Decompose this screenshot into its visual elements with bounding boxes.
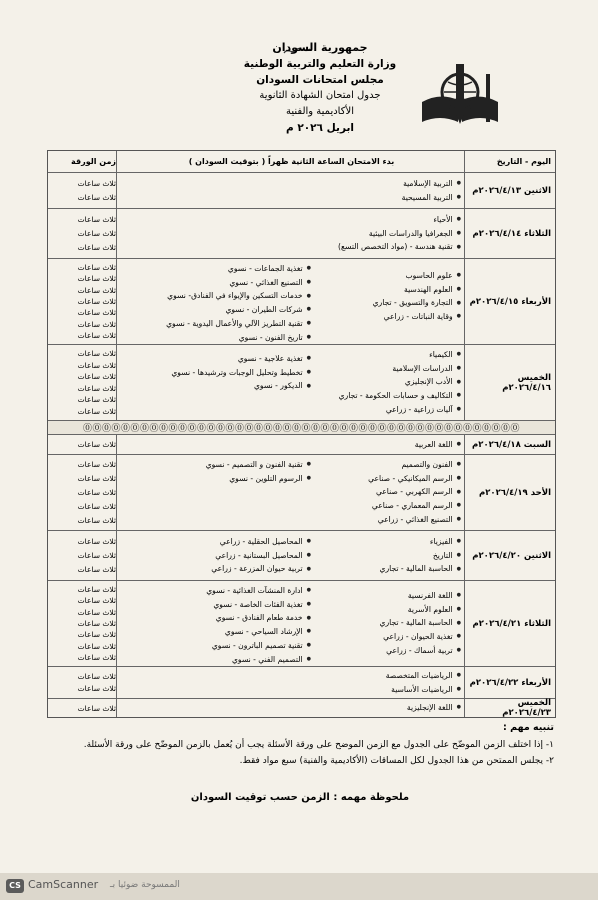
list-item: ● الأدب الإنجليزي bbox=[339, 375, 461, 389]
list-item: ● الرياضيات المتخصصة bbox=[386, 669, 461, 683]
duration-list: ثلاث ساعات ثلاث ساعات ثلاث ساعات ثلاث ساعات ثلاث ساعات ثلاث ساعات ثلاث ساعات bbox=[77, 585, 116, 662]
subject-list bbox=[166, 262, 311, 344]
row-day: الخميس ٢٠٢٦/٤/١٦م bbox=[502, 372, 551, 393]
list-item: ● التصميم الفني - نسوي bbox=[206, 653, 311, 667]
list-item: ● تغذية الحيوان - زراعي bbox=[380, 630, 461, 644]
list-item: ● آليات زراعية - زراعي bbox=[339, 403, 461, 417]
list-item: ● الرسم الميكانيكي - صناعي bbox=[368, 472, 461, 486]
duration-list: ثلاث ساعات bbox=[77, 703, 116, 713]
row-day: الخميس ٢٠٢٦/٤/٢٣م bbox=[502, 698, 551, 718]
list-item: ● تغذية علاجية - نسوي bbox=[171, 352, 311, 366]
list-item: ● الدراسات الإسلامية bbox=[339, 362, 461, 376]
subject-list bbox=[402, 177, 461, 204]
subject-list bbox=[339, 348, 461, 417]
list-item: ● شركات الطيران - نسوي bbox=[166, 303, 311, 317]
list-item: ● الحاسبة المالية - تجاري bbox=[380, 562, 461, 576]
row-separator: ⓪⓪⓪⓪⓪⓪⓪⓪⓪⓪⓪⓪⓪⓪⓪⓪⓪⓪⓪⓪⓪⓪⓪⓪⓪⓪⓪⓪⓪⓪⓪⓪⓪⓪⓪⓪⓪⓪⓪⓪⓪⓪⓪⓪⓪⓪ bbox=[48, 421, 555, 435]
list-item: ● التصنيع الغذائي - نسوي bbox=[166, 276, 311, 290]
list-item: ● التربية الإسلامية bbox=[402, 177, 461, 191]
list-item: ● التكاليف و حسابات الحكومة - تجاري bbox=[339, 389, 461, 403]
list-item: ● الحاسبة المالية - تجاري bbox=[380, 616, 461, 630]
list-item: ● المحاصيل الحقلية - زراعي bbox=[211, 535, 311, 549]
list-item: ● التربية المسيحية bbox=[402, 191, 461, 205]
duration-list: ثلاث ساعات ثلاث ساعات ثلاث ساعات ثلاث ساعات ثلاث ساعات bbox=[77, 460, 116, 525]
duration-list: ثلاث ساعات ثلاث ساعات ثلاث ساعات bbox=[77, 536, 116, 575]
table-row bbox=[48, 209, 555, 259]
list-item: ● تربية أسماك - زراعي bbox=[380, 644, 461, 658]
row-day: الثلاثاء ٢٠٢٦/٤/٢١م bbox=[472, 618, 551, 629]
list-item: ● تقنية التطريز الآلي والأعمال اليدوية - نسوي bbox=[166, 317, 311, 331]
row-day: الأربعاء ٢٠٢٦/٤/١٥م bbox=[469, 296, 551, 307]
list-item: ● اللغة العربية bbox=[415, 438, 461, 452]
header-date: ابريل ٢٠٢٦ م bbox=[285, 122, 355, 134]
row-day: الأحد ٢٠٢٦/٤/١٩م bbox=[478, 487, 551, 498]
list-item: ● تقنية الفنون و التصميم - نسوي bbox=[206, 458, 311, 472]
duration-list: ثلاث ساعات ثلاث ساعات ثلاث ساعات ثلاث ساعات ثلاث ساعات ثلاث ساعات ثلاث ساعات bbox=[77, 263, 116, 340]
camscanner-label: CamScanner bbox=[28, 878, 99, 891]
row-day: الاثنين ٢٠٢٦/٤/٢٠م bbox=[472, 550, 551, 561]
subject-list bbox=[380, 535, 461, 576]
scanned-with-caption: الممسوحة ضوئيا بـ bbox=[110, 880, 180, 890]
list-item: ● العلوم الأسرية bbox=[380, 603, 461, 617]
list-item: ● الجغرافيا والدراسات البيئية bbox=[338, 227, 461, 241]
list-item: ● تغذية الفئات الخاصة - نسوي bbox=[206, 598, 311, 612]
list-item: ● التاريخ bbox=[380, 549, 461, 563]
list-item: ● الديكور - نسوي bbox=[171, 379, 311, 393]
list-item: ● علوم الحاسوب bbox=[373, 269, 461, 283]
header-council: مجلس امتحانات السودان bbox=[256, 74, 384, 86]
table-row bbox=[48, 173, 555, 209]
list-item: ● الأحياء bbox=[338, 213, 461, 227]
list-item: ● تاريخ الفنون - نسوي bbox=[166, 331, 311, 345]
list-item: ● تغذية الجماعات - نسوي bbox=[166, 262, 311, 276]
scanner-footer bbox=[0, 873, 598, 900]
subject-list bbox=[380, 589, 461, 658]
table-row bbox=[48, 667, 555, 699]
duration-list: ثلاث ساعات bbox=[77, 440, 116, 449]
table-row bbox=[48, 455, 555, 531]
table-header-row bbox=[48, 151, 555, 173]
duration-list: ثلاث ساعات ثلاث ساعات ثلاث ساعات ثلاث ساعات ثلاث ساعات ثلاث ساعات bbox=[77, 349, 116, 416]
subject-list bbox=[368, 458, 461, 527]
header-day-date: اليوم - التاريخ bbox=[496, 157, 551, 166]
list-item: ● التصنيع الغذائي - زراعي bbox=[368, 513, 461, 527]
note-item: ٢- يجلس الممتحن من هذا الجدول لكل المساقات (الأكاديمية والفنية) سبع مواد فقط. bbox=[239, 756, 554, 766]
notes-title: تنبيه مهم : bbox=[503, 722, 554, 733]
table-row bbox=[48, 699, 555, 717]
table-row bbox=[48, 345, 555, 421]
row-day: الاثنين ٢٠٢٦/٤/١٣م bbox=[472, 185, 551, 196]
row-day: الثلاثاء ٢٠٢٦/٤/١٤م bbox=[472, 228, 551, 239]
subject-list bbox=[415, 438, 461, 452]
list-item: ● اللغة الفرنسية bbox=[380, 589, 461, 603]
table-row bbox=[48, 581, 555, 667]
list-item: ● الرياضيات الأساسية bbox=[386, 683, 461, 697]
subject-list bbox=[338, 213, 461, 254]
header-subjects: بدء الامتحان الساعة الثانية ظهراً ( بتوقيت السودان ) bbox=[188, 157, 395, 166]
list-item: ● خدمات التسكين والإيواء في الفنادق- نسوي bbox=[166, 289, 311, 303]
duration-list: ثلاث ساعات ثلاث ساعات bbox=[77, 178, 116, 203]
header-schedule-title: جدول امتحان الشهادة الثانوية bbox=[259, 90, 381, 101]
subject-list bbox=[373, 269, 461, 324]
list-item: ● وقاية النباتات - زراعي bbox=[373, 310, 461, 324]
ministry-logo-icon bbox=[418, 62, 502, 130]
header-ministry: وزارة التعليم والتربية الوطنية bbox=[243, 58, 397, 70]
list-item: ● الرسم الكهربي - صناعي bbox=[368, 485, 461, 499]
list-item: ● تقنية هندسة - (مواد التخصص التسع) bbox=[338, 240, 461, 254]
list-item: ● تقنية تصميم الباترون - نسوي bbox=[206, 639, 311, 653]
table-row bbox=[48, 435, 555, 455]
subject-list bbox=[386, 669, 461, 696]
notes-block bbox=[34, 722, 554, 769]
header-duration: زمن الورقة bbox=[71, 157, 116, 166]
table-row bbox=[48, 259, 555, 345]
note-item: ١- إذا اختلف الزمن الموضّح على الجدول مع الزمن الموضح على ورقة الأسئلة يجب أن يُعمل بالزمن الموضّح على ورقة الأسئلة. bbox=[83, 740, 554, 750]
list-item: ● خدمة طعام الفنادق - نسوي bbox=[206, 611, 311, 625]
subject-list bbox=[407, 701, 461, 715]
list-item: ● الرسوم التلوين - نسوي bbox=[206, 472, 311, 486]
list-item: ● الفنون والتصميم bbox=[368, 458, 461, 472]
table-row bbox=[48, 531, 555, 581]
subject-list bbox=[211, 535, 311, 576]
list-item: ● العلوم الهندسية bbox=[373, 283, 461, 297]
list-item: ● تربية حيوان المزرعة - زراعي bbox=[211, 562, 311, 576]
subject-list bbox=[206, 458, 311, 485]
subject-list bbox=[171, 352, 311, 393]
list-item: ● تخطيط وتحليل الوجبات وترشيدها - نسوي bbox=[171, 366, 311, 380]
list-item: ● ادارة المنشآت الغذائية - نسوي bbox=[206, 584, 311, 598]
duration-list: ثلاث ساعات ثلاث ساعات bbox=[77, 671, 116, 694]
list-item: ● الرسم المعماري - صناعي bbox=[368, 499, 461, 513]
header-tracks: الأكاديمية والفنية bbox=[286, 106, 354, 117]
list-item: ● الفيزياء bbox=[380, 535, 461, 549]
list-item: ● الكيمياء bbox=[339, 348, 461, 362]
list-item: ● المحاصيل البستانية - زراعي bbox=[211, 549, 311, 563]
list-item: ● اللغة الإنجليزية bbox=[407, 701, 461, 715]
row-day: الأربعاء ٢٠٢٦/٤/٢٢م bbox=[469, 677, 551, 688]
timezone-remark: ملحوظة مهمه : الزمن حسب توقيت السودان bbox=[190, 792, 410, 803]
camscanner-logo-icon: CS bbox=[6, 879, 24, 893]
duration-list: ثلاث ساعات ثلاث ساعات ثلاث ساعات bbox=[77, 214, 116, 253]
header-country: جمهورية السودان bbox=[272, 41, 368, 54]
list-item: ● التجارة والتسويق - تجاري bbox=[373, 296, 461, 310]
exam-schedule-table bbox=[47, 150, 556, 718]
row-day: السبت ٢٠٢٦/٤/١٨م bbox=[472, 439, 551, 450]
subject-list bbox=[206, 584, 311, 666]
list-item: ● الإرشاد السياحي - نسوي bbox=[206, 625, 311, 639]
